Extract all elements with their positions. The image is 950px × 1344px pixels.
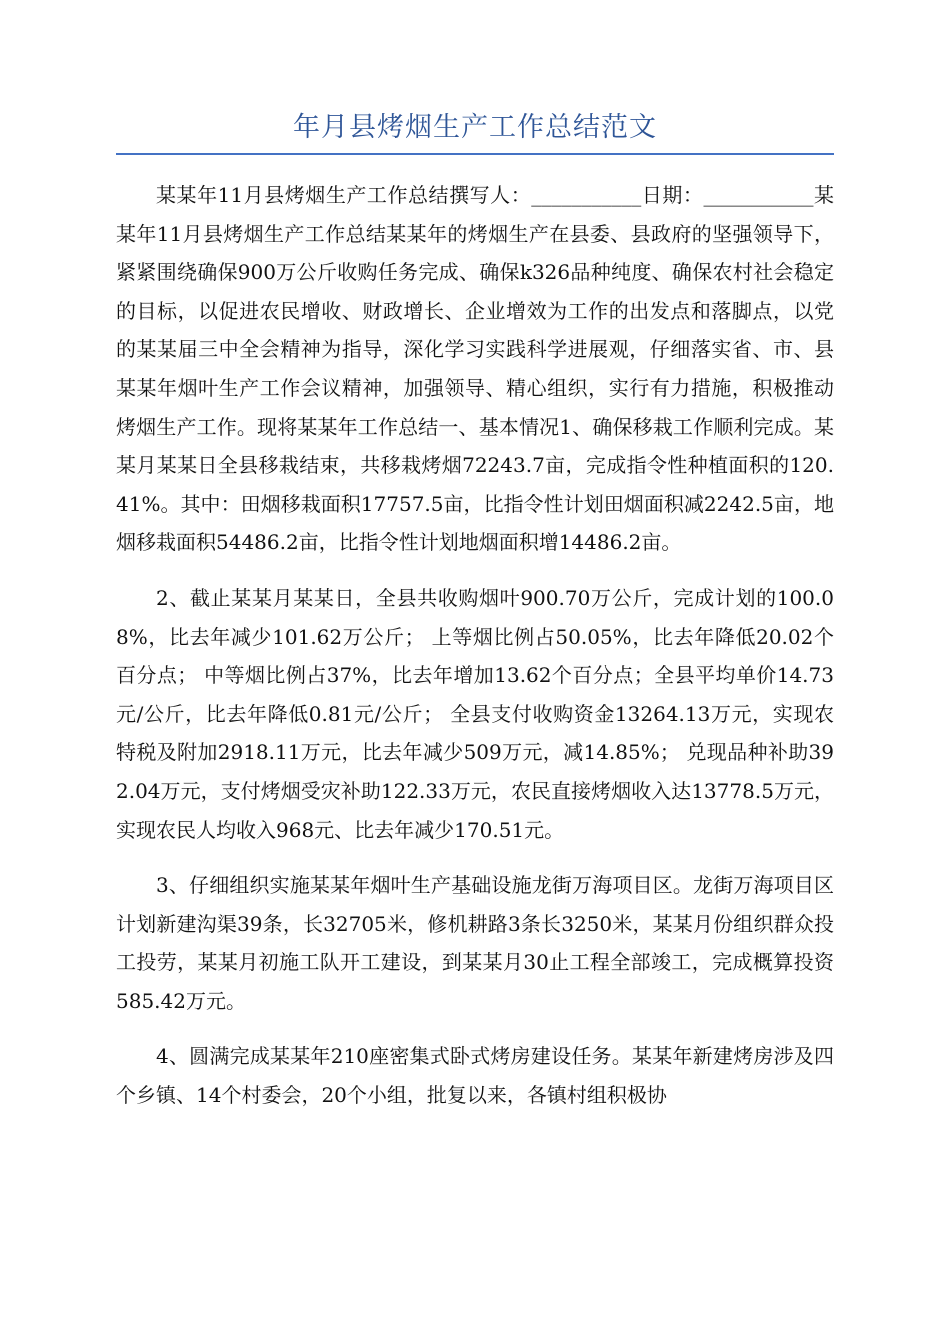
- paragraph-1: 某某年11月县烤烟生产工作总结撰写人：___________日期：___________某某年11月县烤烟生产工作总结某某年的烤烟生产在县委、县政府的坚强领导下，紧紧围绕确保900万公斤收购任务完成、确保k326品种纯度、确保农村社会稳定的目标，以促进农民增收、财政增长、企业增效为工作的出发点和落脚点，以党的某某届三中全会精神为指导，深化学习实践科学进展观，仔细落实省、市、县某某年烟叶生产工作会议精神，加强领导、精心组织，实行有力措施，积极推动烤烟生产工作。现将某某年工作总结一、基本情况1、确保移栽工作顺利完成。某某月某某日全县移栽结束，共移栽烤烟72243.7亩，完成指令性种植面积的120.41%。其中：田烟移栽面积17757.5亩，比指令性计划田烟面积减2242.5亩，地烟移栽面积54486.2亩，比指令性计划地烟面积增14486.2亩。: [116, 183, 834, 555]
- document-body: [116, 176, 834, 1132]
- title-underline: [116, 153, 834, 155]
- document-title: 年月县烤烟生产工作总结范文: [293, 112, 657, 143]
- paragraph-3: 3、仔细组织实施某某年烟叶生产基础设施龙街万海项目区。龙街万海项目区计划新建沟渠39条，长32705米，修机耕路3条长3250米，某某月份组织群众投工投劳，某某月初施工队开工建设，到某某月30止工程全部竣工，完成概算投资585.42万元。: [116, 873, 834, 1013]
- paragraph-4: 4、圆满完成某某年210座密集式卧式烤房建设任务。某某年新建烤房涉及四个乡镇、14个村委会，20个小组，批复以来，各镇村组积极协: [116, 1044, 834, 1108]
- paragraph-2: 2、截止某某月某某日，全县共收购烟叶900.70万公斤，完成计划的100.08%，比去年减少101.62万公斤； 上等烟比例占50.05%，比去年降低20.02个百分点； 中等烟比例占37%，比去年增加13.62个百分点；全县平均单价14.73元/公斤，比去年降低0.81元/公斤； 全县支付收购资金13264.13万元，实现农特税及附加2918.11万元，比去年减少509万元，减14.85%； 兑现品种补助392.04万元，支付烤烟受灾补助122.33万元，农民直接烤烟收入达13778.5万元，实现农民人均收入968元、比去年减少170.51元。: [116, 585, 834, 842]
